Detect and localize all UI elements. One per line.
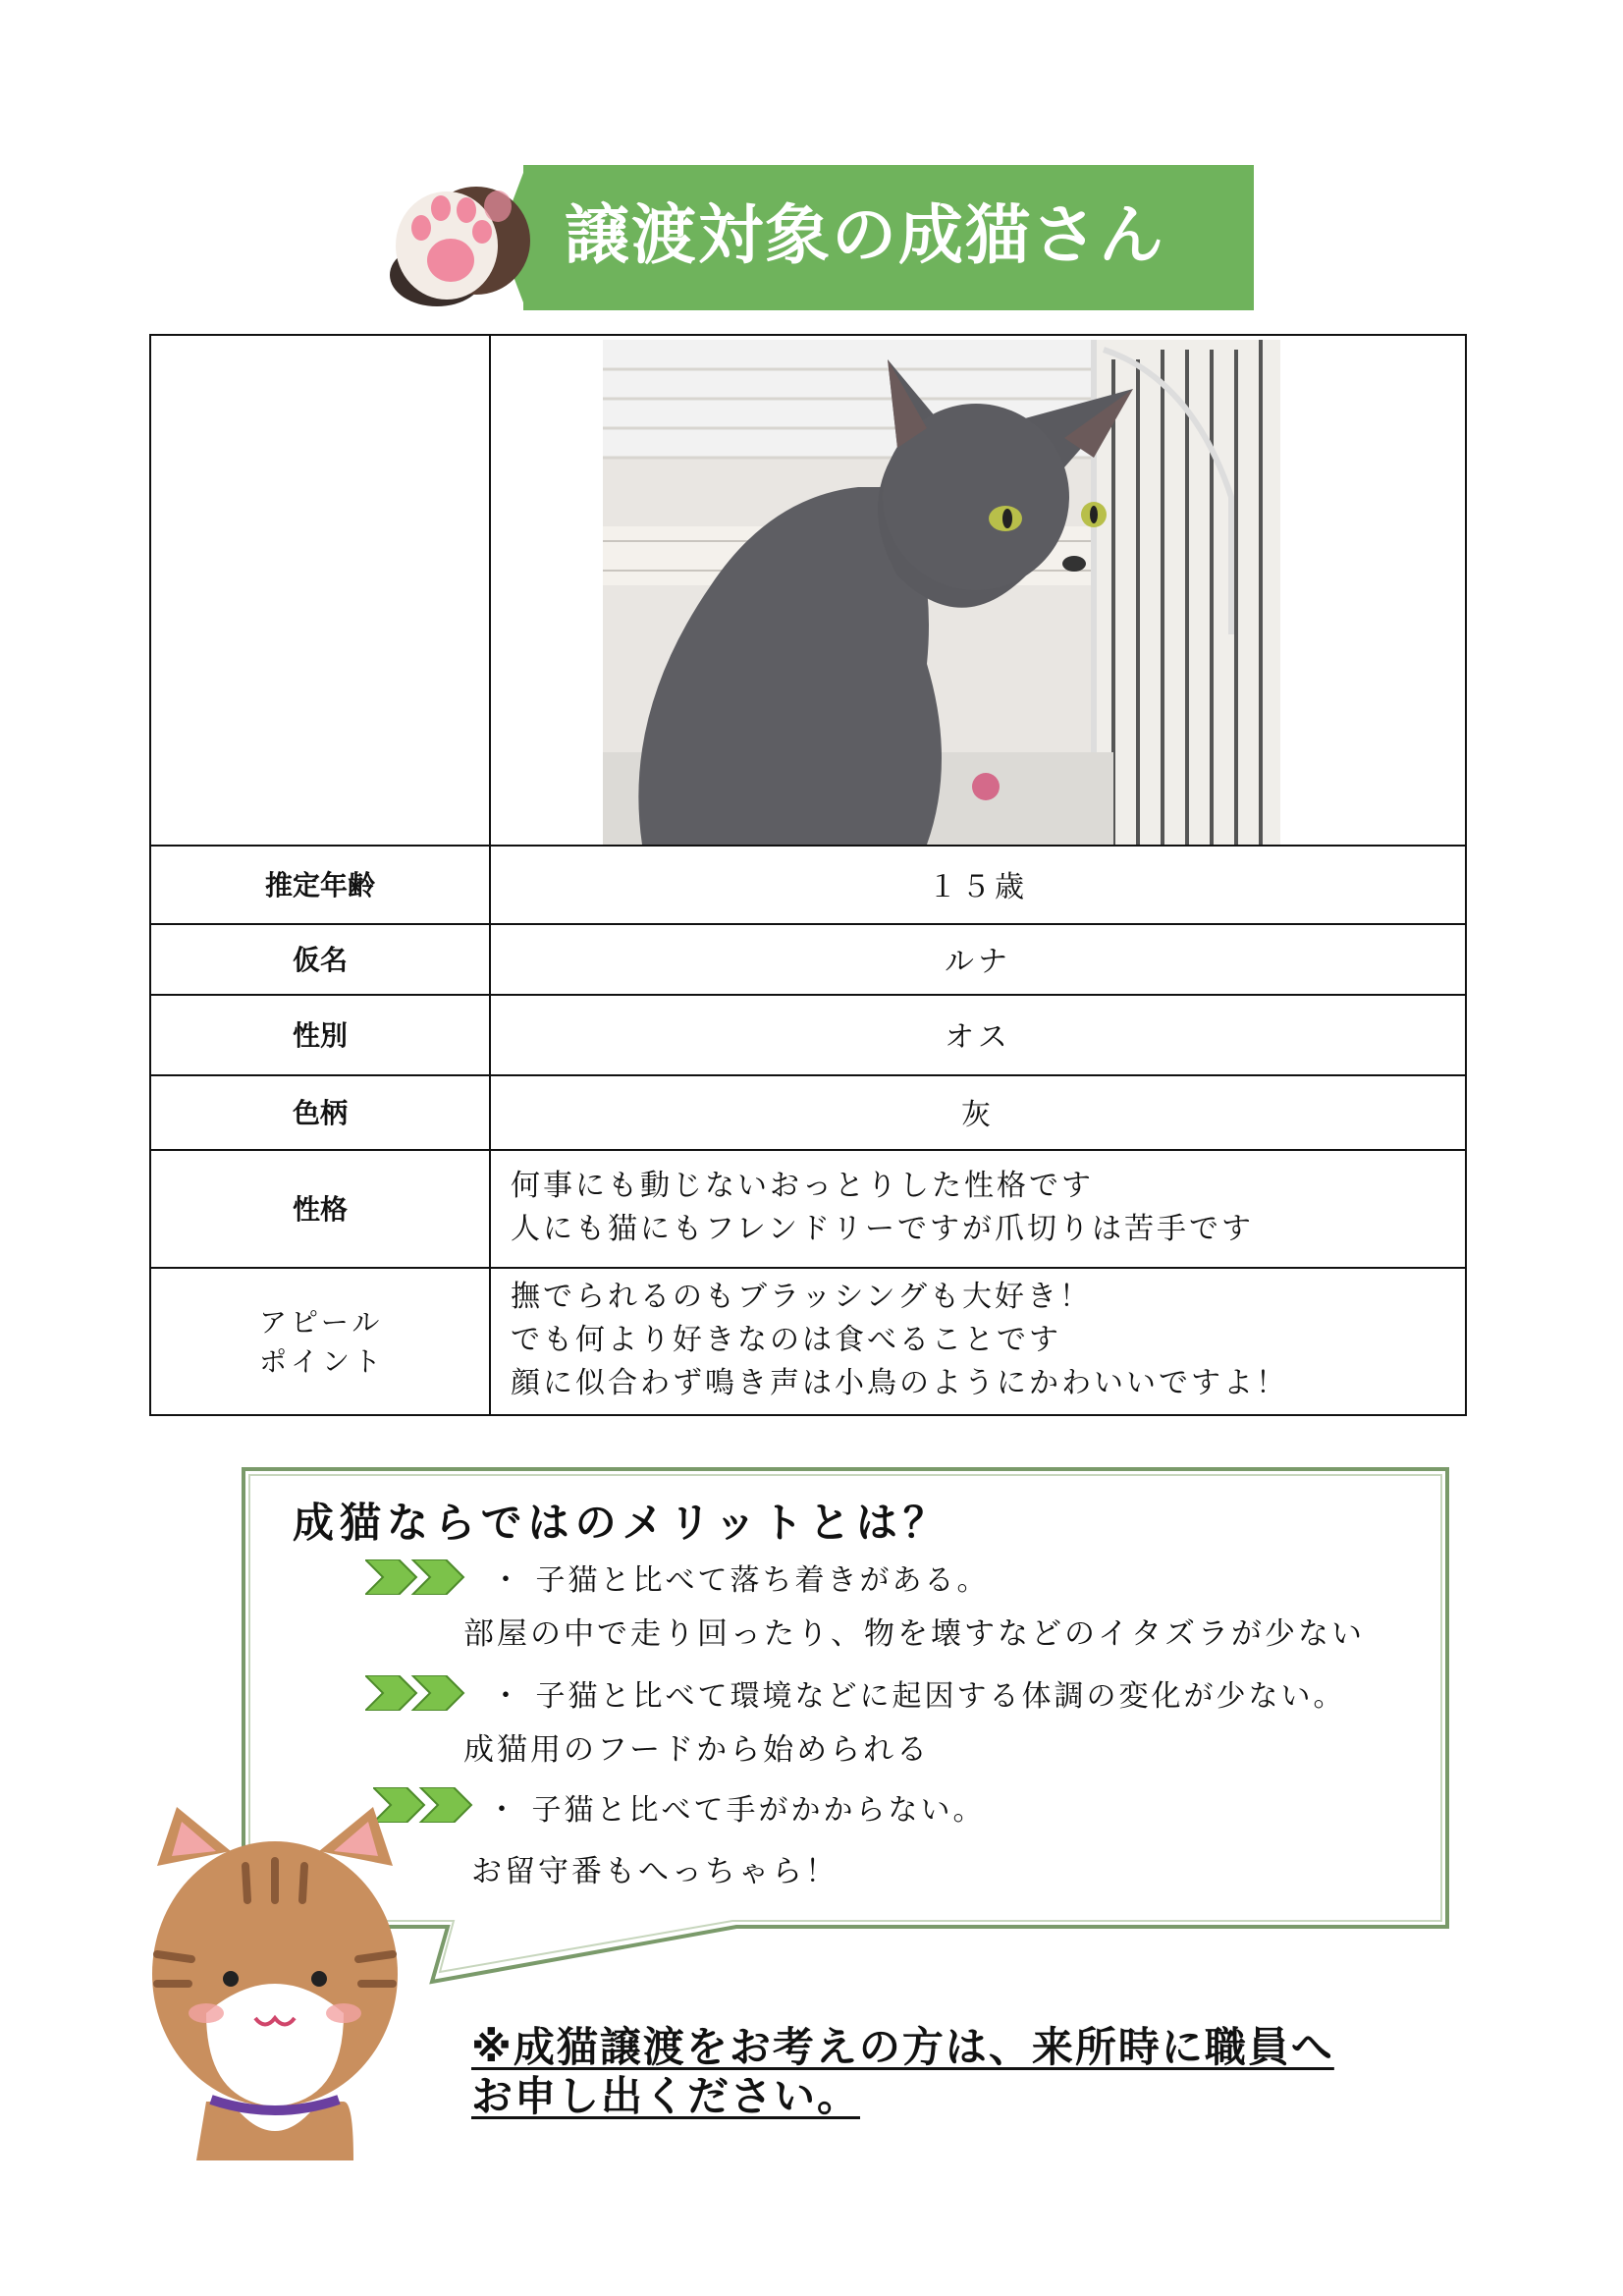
label-age: 推定年齢 bbox=[264, 869, 375, 902]
chevron-icon bbox=[365, 1559, 469, 1595]
merit-head: ・ 子猫と比べて手がかからない。 bbox=[487, 1793, 986, 1828]
cat-illustration bbox=[137, 1807, 412, 2160]
appeal-label-line: アピール bbox=[259, 1306, 384, 1339]
value-color: 灰 bbox=[961, 1098, 995, 1132]
personality-line: 人にも猫にもフレンドリーですが爪切りは苦手です bbox=[511, 1212, 1255, 1246]
merit-sub: 成猫用のフードから始められる bbox=[463, 1732, 931, 1768]
value-sex: オス bbox=[945, 1020, 1011, 1055]
appeal-line: 撫でられるのもブラッシングも大好き！ bbox=[511, 1280, 1093, 1314]
label-color: 色柄 bbox=[292, 1097, 348, 1129]
notice-text bbox=[471, 2023, 1434, 2121]
appeal-label-line: ポイント bbox=[259, 1345, 386, 1378]
page-title: 譲渡対象の成猫さん bbox=[565, 197, 1165, 273]
merit-title: 成猫ならではのメリットとは？ bbox=[293, 1499, 950, 1547]
personality-line: 何事にも動じないおっとりした性格です bbox=[511, 1169, 1094, 1203]
label-sex: 性別 bbox=[292, 1019, 348, 1052]
label-personality: 性格 bbox=[292, 1193, 348, 1226]
appeal-line: でも何より好きなのは食べることです bbox=[511, 1323, 1061, 1357]
value-age: １５歳 bbox=[928, 870, 1028, 904]
merit-head: ・ 子猫と比べて環境などに起因する体調の変化が少ない。 bbox=[491, 1679, 1346, 1714]
chevron-icon bbox=[365, 1675, 469, 1711]
notice-line: ※成猫譲渡をお考えの方は、来所時に職員へ bbox=[471, 2023, 1334, 2071]
value-name: ルナ bbox=[945, 945, 1011, 979]
merit-sub: お留守番もへっちゃら！ bbox=[471, 1854, 839, 1889]
appeal-line: 顔に似合わず鳴き声は小鳥のようにかわいいですよ！ bbox=[511, 1366, 1288, 1400]
merit-sub: 部屋の中で走り回ったり、物を壊すなどのイタズラが少ない bbox=[463, 1616, 1365, 1652]
notice-line: お申し出ください。 bbox=[471, 2072, 861, 2120]
merit-head: ・ 子猫と比べて落ち着きがある。 bbox=[491, 1563, 990, 1598]
label-name: 仮名 bbox=[292, 944, 348, 976]
